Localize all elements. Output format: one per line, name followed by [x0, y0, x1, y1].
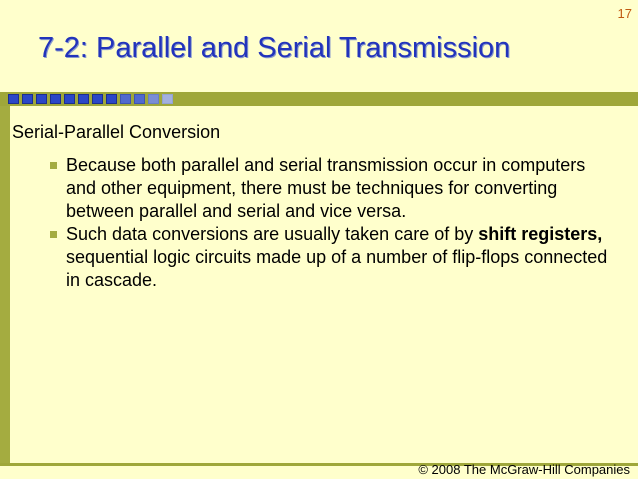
square-decoration: [92, 94, 103, 104]
slide-title: 7-2: Parallel and Serial Transmission: [38, 32, 511, 64]
square-decoration: [162, 94, 173, 104]
square-decoration: [78, 94, 89, 104]
square-decoration: [50, 94, 61, 104]
square-decoration: [120, 94, 131, 104]
bullet-bold-term: shift registers,: [478, 224, 603, 244]
bullet-list: [50, 154, 610, 292]
square-decoration: [64, 94, 75, 104]
square-decoration: [22, 94, 33, 104]
copyright-footer: © 2008 The McGraw-Hill Companies: [418, 462, 630, 477]
square-bullet-icon: [50, 162, 57, 169]
square-decoration: [148, 94, 159, 104]
left-accent-rule: [0, 106, 10, 463]
bullet-text-trail: sequential logic circuits made up of a number of flip-flops connected in cascade.: [66, 247, 608, 290]
square-bullet-icon: [50, 231, 57, 238]
bullet-text-lead: Such data conversions are usually taken care of by: [66, 224, 479, 244]
square-decoration: [36, 94, 47, 104]
section-heading: Serial-Parallel Conversion: [12, 122, 221, 142]
square-decoration: [106, 94, 117, 104]
bullet-item: [50, 223, 610, 292]
page-number: 17: [617, 6, 632, 21]
square-decoration: [134, 94, 145, 104]
bullet-item: [50, 154, 610, 223]
square-decoration: [8, 94, 19, 104]
decorative-squares: [8, 94, 173, 104]
bullet-text: Because both parallel and serial transmission occur in computers and other equipment, there must be techniques for converting between parallel and serial and vice versa.: [66, 155, 586, 221]
